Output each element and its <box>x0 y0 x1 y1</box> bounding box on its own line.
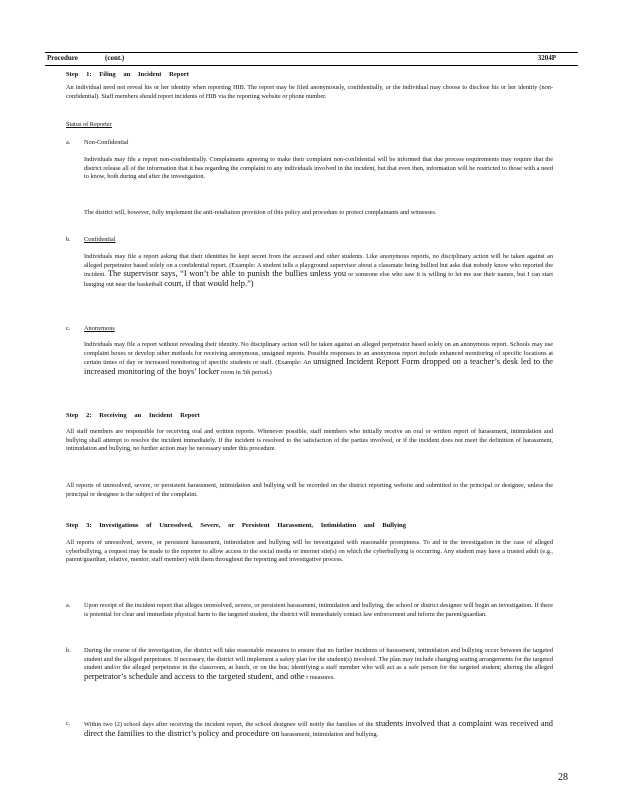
step2-paragraph-2: All reports of unresolved, severe, or persistent harassment, intimidation and bullying will be recorded on the district reporting website and submitted to the principal or designee, unless the principal or designee is the subject of the complaint. <box>66 482 553 498</box>
status-of-reporter-heading: Status of Reporter <box>66 121 112 128</box>
header-procedure: Procedure <box>47 54 78 62</box>
step1-a-marker: a. <box>66 139 71 146</box>
step3-c-marker: c. <box>66 720 71 727</box>
anonymous-heading: Anonymous <box>84 325 115 332</box>
step3-c-text-part2: students involved that a complaint was received and direct the families to the district’s policy and procedure on <box>84 719 553 738</box>
non-confidential-heading: Non-Confidential <box>84 139 129 146</box>
step3-b-text-part3: r measures. <box>306 673 335 681</box>
step3-b-text-part2: perpetrator’s schedule and access to the targeted student, and othe <box>84 671 305 681</box>
step1-c-marker: c. <box>66 325 71 332</box>
non-confidential-text: Individuals may file a report non-confidentially. Complainants agreeing to make their complaint non-confidential will be informed that due process requirements may require that the district release all of the information that it has regarding the complaint to any individuals involved in the incident, but that even then, information will be restricted to those with a need to know, both during and after the investigation. <box>84 156 553 181</box>
confidential-heading: Confidential <box>84 236 116 243</box>
step1-b-marker: b. <box>66 236 71 243</box>
step3-c-text-part3: harassment, intimidation and bullying. <box>281 730 379 738</box>
confidential-text-part3: or someone else who saw it is willing to let me use their names, but I can start hanging out near the basketball <box>84 271 554 288</box>
anonymous-text-part1: Individuals may file a report without revealing their identity. No disciplinary action will be taken against an alleged perpetrator based solely on an anonymous report. Schools may use complaint boxes or develop other methods for receiving anonymous, unsigned reports. Possible responses to an anonymous report include enhanced monitoring of specific locations at certain times of day or increased monitoring of specific students or staff. (Example: An <box>84 341 553 367</box>
step3-paragraph-1: All reports of unresolved, severe, or persistent harassment, intimidation and bullying will be investigated with reasonable promptness. To aid in the investigation in the case of alleged cyberbullying, a request may be made to the reporter to allow access to the social media or internet site(s) on which the cyberbullying is occurring. Any student may have a trusted adult (e.g., parent/guardian, relative, mentor, staff member) with them throughout the reporting and investigative process. <box>66 539 553 564</box>
confidential-text-part1: Individuals may file a report asking that their identities be kept secret from the accused and other students. Like anonymous reports, no disciplinary action will be taken against an alleged perpetrator based solely on a confidential report. (Example: A student tells a playground supervisor about a classmate being bullied but asks that nobody know who reported the incident. <box>84 253 553 279</box>
step3-b-text <box>84 647 553 682</box>
page-number: 28 <box>558 772 568 783</box>
anonymous-text-part2: unsigned Incident Report Form dropped on a teacher’s desk led to the increased monitoring of the boys’ locker <box>84 357 554 376</box>
page-header <box>45 52 578 66</box>
step3-a-marker: a. <box>66 602 71 609</box>
anonymous-text-part3: room in 5th period.) <box>221 368 272 376</box>
anti-retaliation-text: The district will, however, fully implement the anti-retaliation provision of this policy and procedure to protect complainants and witnesses. <box>84 209 437 216</box>
step3-c-text-part1: Within two (2) school days after receiving the incident report, the school designee will notify the families of the <box>84 721 374 728</box>
step2-paragraph-1: All staff members are responsible for receiving oral and written reports. Whenever possible, staff members who initially receive an oral or written report of harassment, intimidation and bullying shall attempt to resolve the incident immediately. If the incident is resolved to the satisfaction of the parties involved, or if the incident does not meet the definition of harassment, intimidation and bullying, no further action may be necessary under this procedure. <box>66 428 553 453</box>
step1-heading: Step 1: Filing an Incident Report <box>66 71 189 78</box>
step3-b-text-part1: During the course of the investigation, the district will take reasonable measures to ensure that no further incidents of harassment, intimidation and bullying occur between the targeted student and the alleged perpetrator. If necessary, the district will implement a safety plan for the student(s) involved. The plan may include changing seating arrangements for the targeted student and/or the alleged perpetrator in the classroom, at lunch, or on the bus; identifying a staff member who will act as a safe person for the targeted student; altering the alleged <box>84 647 553 672</box>
step3-b-marker: b. <box>66 647 71 654</box>
step1-intro: An individual need not reveal his or her identity when reporting HIB. The report may be filed anonymously, confidentially, or the individual may choose to disclose his or her identity (non-confidential). Staff members should report incidents of HIB via the reporting website or phone number. <box>66 84 553 100</box>
confidential-text <box>84 253 553 289</box>
header-code: 3204P <box>537 54 556 62</box>
anonymous-text <box>84 341 553 377</box>
confidential-text-part2: The supervisor says, “I won’t be able to punish the bullies unless you <box>107 269 347 279</box>
confidential-text-part4: court, if that would help.”) <box>164 278 254 288</box>
step2-heading: Step 2: Receiving an Incident Report <box>66 412 200 419</box>
header-cont: (cont.) <box>105 54 125 62</box>
step3-a-text: Upon receipt of the incident report that alleges unresolved, severe, or persistent harassment, intimidation and bullying, the school or district designee will begin an investigation. If there is potential for clear and immediate physical harm to the targeted student, the district will immediately contact law enforcement and inform the parent/guardian. <box>84 602 553 618</box>
step3-c-text <box>84 720 553 739</box>
step3-heading: Step 3: Investigations of Unresolved, Severe, or Persistent Harassment, Intimidation and Bullying <box>66 522 407 529</box>
